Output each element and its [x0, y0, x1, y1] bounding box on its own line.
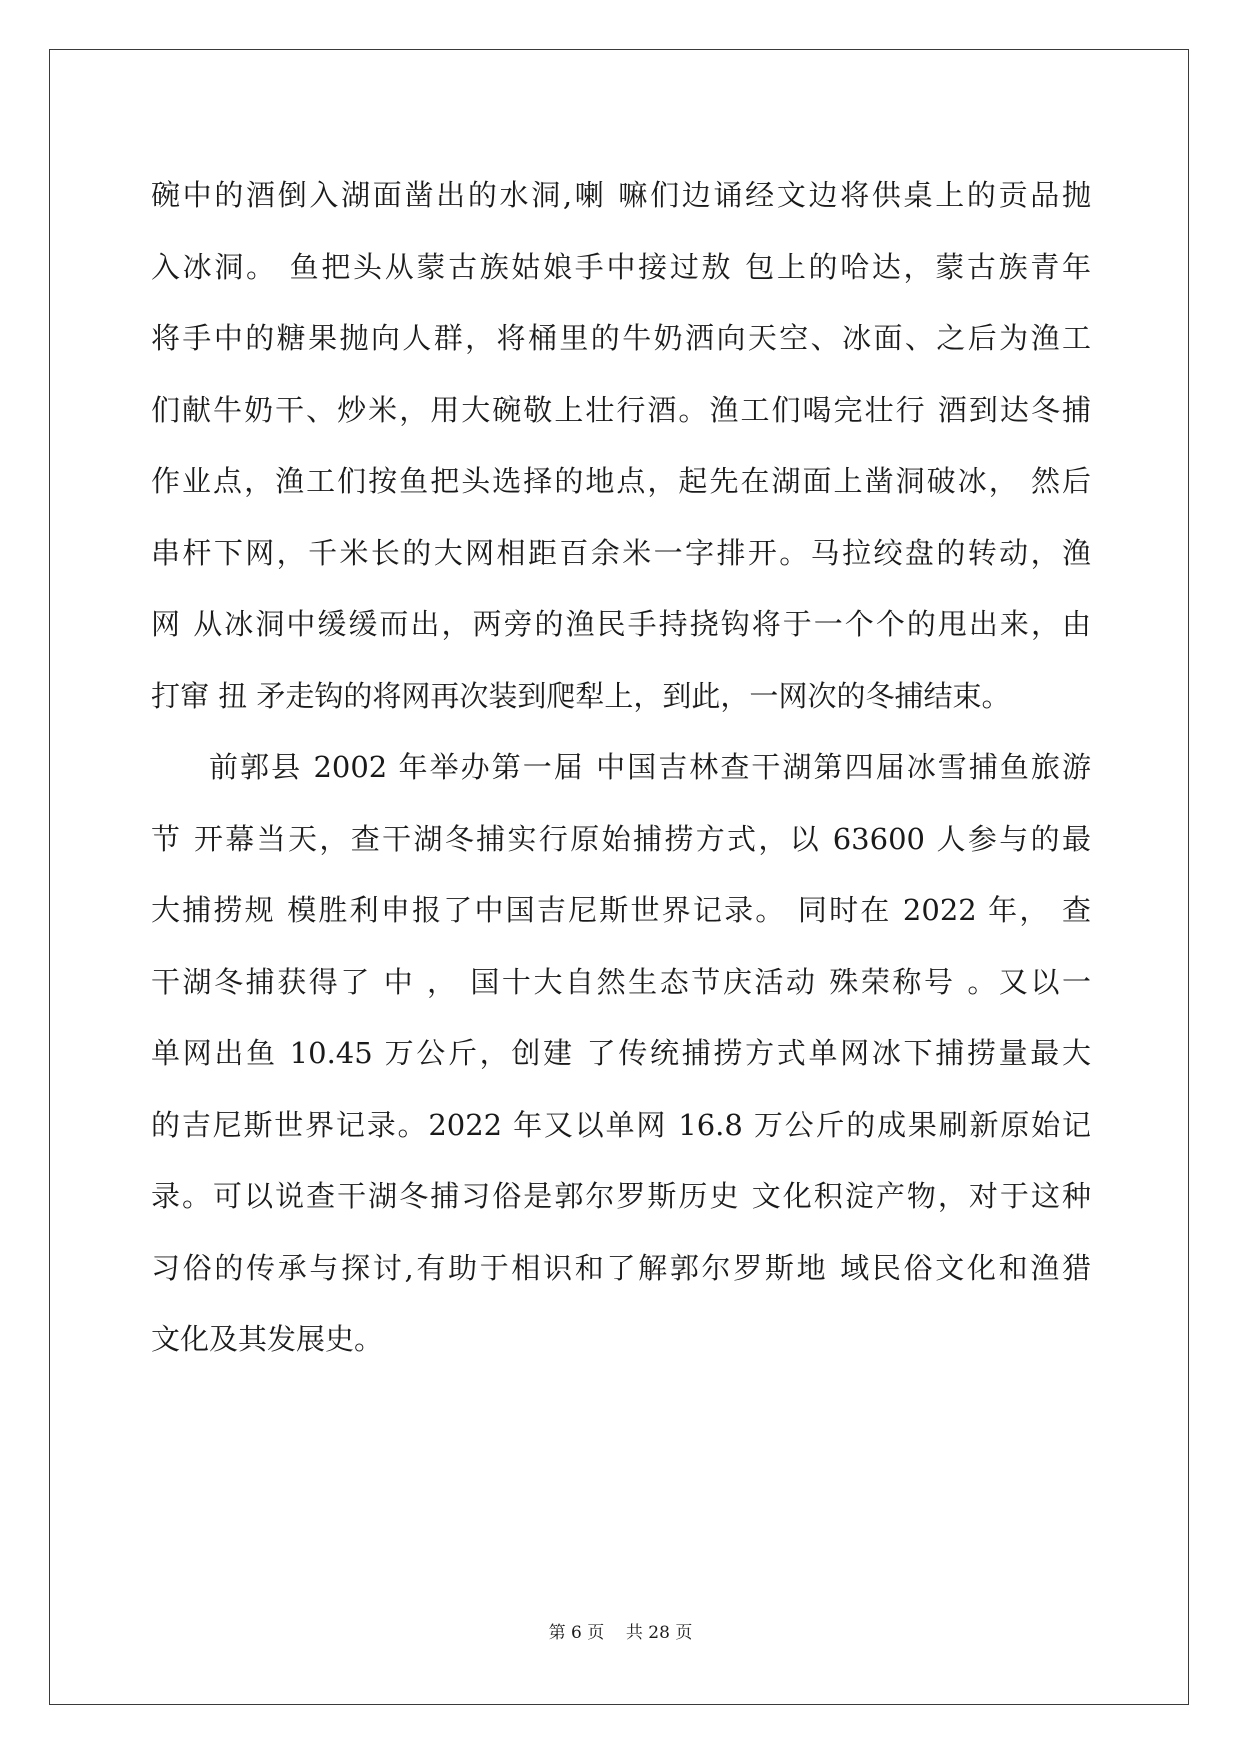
- paragraph-1-line: 入冰洞。 鱼把头从蒙古族姑娘手中接过敖 包上的哈达，蒙古族青年: [151, 249, 1091, 284]
- paragraph-2-line: 前郭县 2002 年举办第一届 中国吉林查干湖第四届冰雪捕鱼旅游: [209, 750, 1091, 784]
- paragraph-1-line: 们献牛奶干、炒米，用大碗敬上壮行酒。渔工们喝完壮行 酒到达冬捕: [151, 392, 1091, 427]
- paragraph-1-line: 碗中的酒倒入湖面凿出的水洞,喇 嘛们边诵经文边将供桌上的贡品抛: [151, 178, 1091, 212]
- paragraph-2-line: 习俗的传承与探讨,有助于相识和了解郭尔罗斯地 域民俗文化和渔猎: [151, 1250, 1091, 1285]
- paragraph-2-line: 的吉尼斯世界记录。2022 年又以单网 16.8 万公斤的成果刷新原始记: [151, 1107, 1091, 1142]
- paragraph-2-line: 干湖冬捕获得了 中 ， 国十大自然生态节庆活动 殊荣称号 。又以一: [151, 964, 1091, 999]
- paragraph-2-line: 单网出鱼 10.45 万公斤，创建 了传统捕捞方式单网冰下捕捞量最大: [151, 1036, 1091, 1070]
- paragraph-2-line: 大捕捞规 模胜利申报了中国吉尼斯世界记录。 同时在 2022 年， 查: [151, 893, 1091, 927]
- paragraph-2-line: 节 开幕当天，查干湖冬捕实行原始捕捞方式，以 63600 人参与的最: [151, 821, 1091, 856]
- paragraph-1-line: 打窜 扭 矛走钩的将网再次装到爬犁上，到此，一网次的冬捕结束。: [151, 678, 1011, 713]
- paragraph-1-line: 将手中的糖果抛向人群，将桶里的牛奶洒向天空、冰面、之后为渔工: [151, 321, 1091, 355]
- paragraph-1-line: 作业点，渔工们按鱼把头选择的地点，起先在湖面上凿洞破冰， 然后: [151, 464, 1091, 498]
- paragraph-2-line: 录。可以说查干湖冬捕习俗是郭尔罗斯历史 文化积淀产物，对于这种: [151, 1179, 1091, 1213]
- page-number-footer: 第 6 页 共 28 页: [548, 1623, 693, 1643]
- paragraph-1-line: 网 从冰洞中缓缓而出，两旁的渔民手持挠钩将于一个个的甩出来，由: [151, 607, 1091, 641]
- document-body: [151, 160, 1091, 1376]
- paragraph-1-line: 串杆下网，千米长的大网相距百余米一字排开。马拉绞盘的转动，渔: [151, 535, 1091, 570]
- paragraph-2-line: 文化及其发展史。: [151, 1322, 384, 1356]
